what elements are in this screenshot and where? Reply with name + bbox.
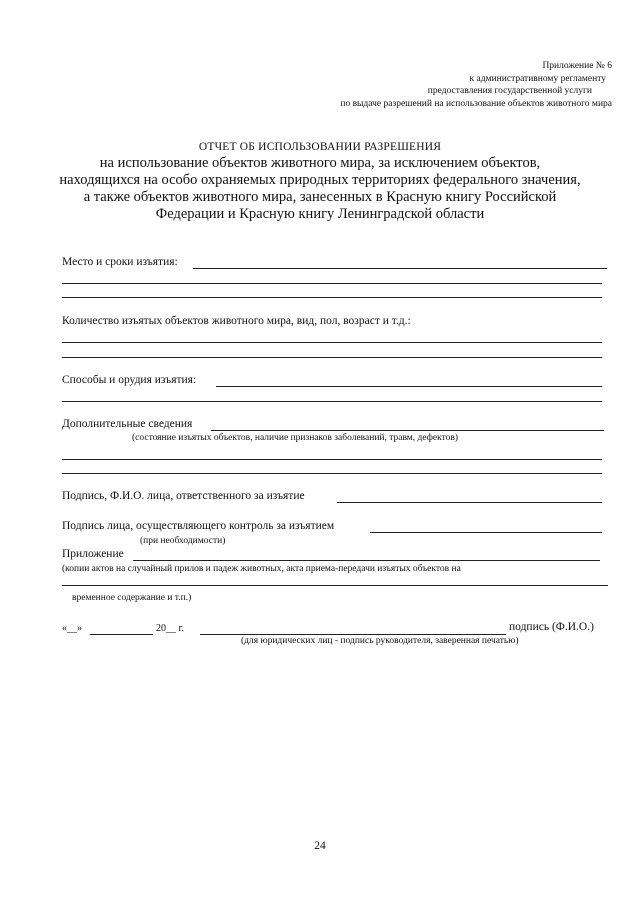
signature-responsible-label: Подпись, Ф.И.О. лица, ответственного за изъятие — [62, 490, 305, 502]
place-input-line[interactable] — [193, 268, 607, 269]
signature-control-line[interactable] — [370, 532, 602, 533]
attachment-input-line[interactable] — [133, 560, 600, 561]
extra-input-line-2[interactable] — [62, 459, 602, 460]
quantity-input-line[interactable] — [62, 342, 602, 343]
appendix-line-3: предоставления государственной услуги — [427, 86, 592, 96]
signature-line[interactable] — [200, 634, 506, 635]
appendix-line-1: Приложение № 6 — [542, 61, 612, 71]
attachment-input-line-2[interactable] — [62, 585, 608, 586]
appendix-line-2: к административному регламенту — [469, 73, 606, 84]
methods-input-line[interactable] — [216, 386, 602, 387]
appendix-line-4: по выдаче разрешений на использование объектов животного мира — [340, 98, 612, 109]
date-year: 20__ г. — [156, 623, 184, 634]
extra-note: (состояние изъятых объектов, наличие признаков заболеваний, травм, дефектов) — [132, 433, 459, 443]
extra-label: Дополнительные сведения — [62, 418, 193, 430]
signature-note: (для юридических лиц - подпись руководителя, заверенная печатью) — [241, 636, 519, 646]
appendix-header — [340, 60, 612, 110]
quantity-input-line-2[interactable] — [62, 357, 602, 358]
signature-label: подпись (Ф.И.О.) — [509, 621, 594, 633]
quantity-label: Количество изъятых объектов животного мира, вид, пол, возраст и т.д.: — [62, 315, 411, 327]
signature-responsible-line[interactable] — [337, 502, 602, 503]
title-line-2: на использование объектов животного мира, за исключением объектов, — [99, 154, 541, 171]
place-label: Место и сроки изъятия: — [62, 256, 178, 268]
attachment-note: (копии актов на случайный прилов и падеж животных, акта приема-передачи изъятых объектов на — [62, 564, 461, 574]
signature-control-note: (при необходимости) — [140, 536, 226, 546]
place-input-line-2[interactable] — [62, 283, 602, 284]
signature-control-label: Подпись лица, осуществляющего контроль за изъятием — [62, 520, 335, 532]
title-line-1: ОТЧЕТ ОБ ИСПОЛЬЗОВАНИИ РАЗРЕШЕНИЯ — [198, 141, 442, 153]
extra-input-line[interactable] — [211, 430, 604, 431]
page-number: 24 — [314, 840, 326, 852]
report-title — [40, 140, 600, 223]
date-month-line[interactable] — [90, 634, 153, 635]
attachment-note-2: временное содержание и т.п.) — [72, 593, 192, 603]
place-input-line-3[interactable] — [62, 297, 602, 298]
date-day: «__» — [62, 623, 82, 634]
methods-label: Способы и орудия изъятия: — [62, 374, 197, 386]
methods-input-line-2[interactable] — [62, 401, 602, 402]
extra-input-line-3[interactable] — [62, 473, 602, 474]
title-line-4: а также объектов животного мира, занесенных в Красную книгу Российской — [83, 188, 557, 205]
attachment-label: Приложение — [62, 548, 124, 560]
title-line-3: находящихся на особо охраняемых природных территориях федерального значения, — [59, 171, 581, 188]
title-line-5: Федерации и Красную книгу Ленинградской области — [155, 205, 485, 222]
